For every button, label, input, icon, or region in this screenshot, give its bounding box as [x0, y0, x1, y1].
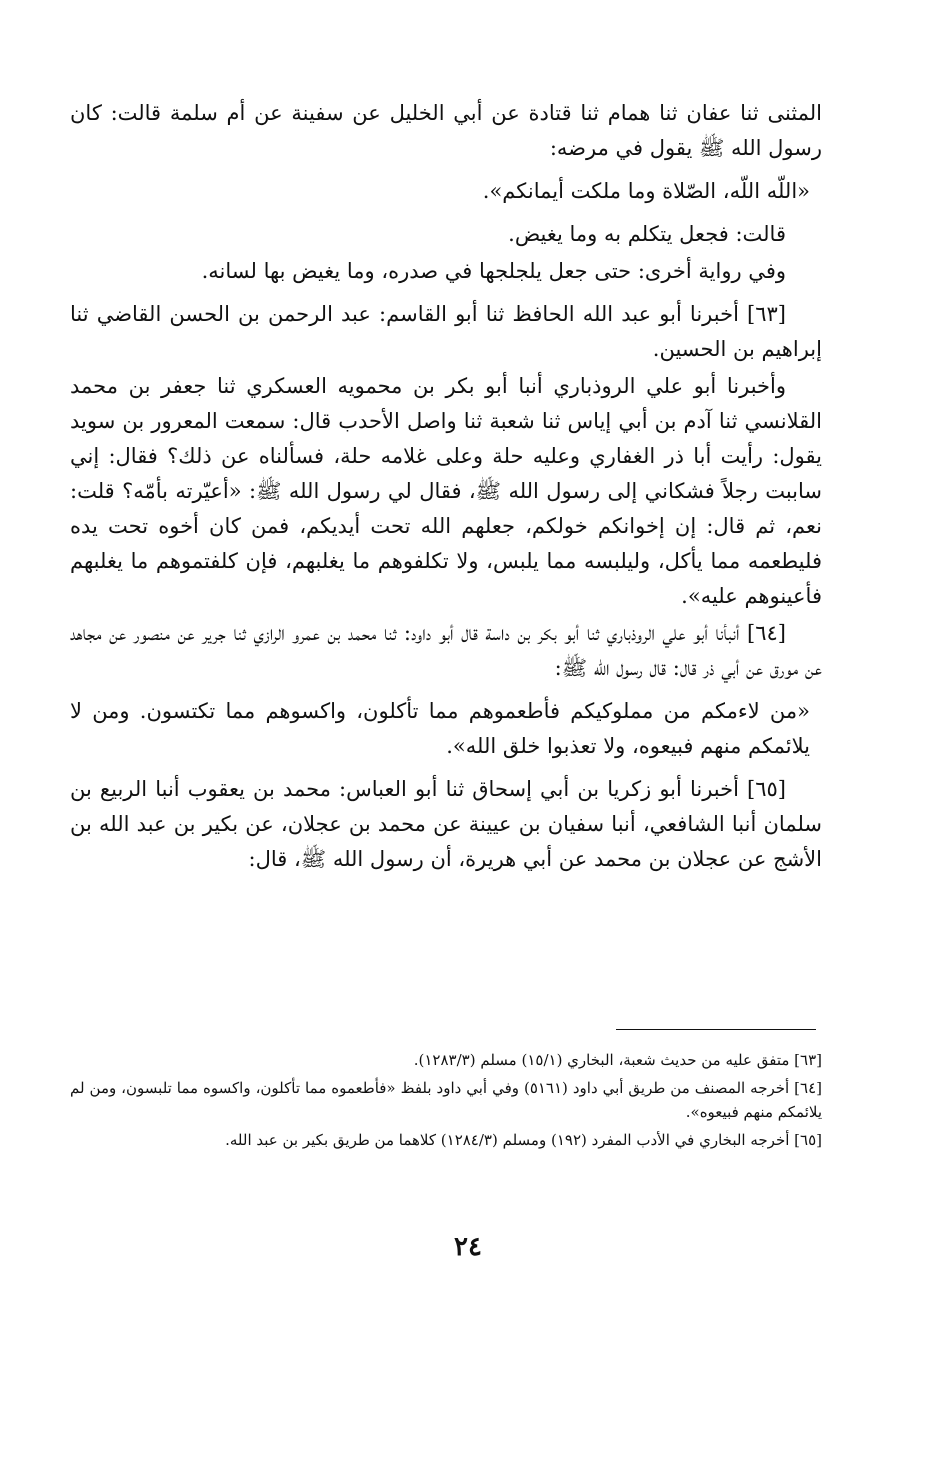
footnote-64: [٦٤] أخرجه المصنف من طريق أبي داود (٥١٦١) وفي أبي داود بلفظ «فأطعموه مما تأكلون، واكسوه مما تلبسون، ومن لم يلائمكم منهم فبيعوه». — [70, 1079, 822, 1121]
hadith-entry-65: [٦٥] أخبرنا أبو زكريا بن أبي إسحاق ثنا أبو العباس: محمد بن يعقوب أنبا الربيع بن سلمان أنبا الشافعي، أنبا سفيان بن عيينة عن محمد بن عجلان، عن بكير بن عبد الله بن الأشج عن عجلان بن محمد عن أبي هريرة، أن رسول الله ﷺ، قال: — [70, 777, 822, 871]
footnotes — [70, 1048, 822, 1156]
paragraph: المثنى ثنا عفان ثنا همام ثنا قتادة عن أبي الخليل عن سفينة عن أم سلمة قالت: كان رسول الله ﷺ يقول في مرضه: — [70, 101, 822, 160]
footnote-divider — [616, 1029, 816, 1030]
paragraph: وأخبرنا أبو علي الروذباري أنبا أبو بكر بن محمويه العسكري ثنا جعفر بن محمد القلانسي ثنا آدم بن أبي إياس ثنا شعبة ثنا واصل الأحدب قال: سمعت المعرور بن سويد يقول: رأيت أبا ذر الغفاري وعليه حلة وعلى غلامه حلة، فسألناه عن ذلك؟ فقال: إني ساببت رجلاً فشكاني إلى رسول الله ﷺ، فقال لي رسول الله ﷺ: «أعيّرته بأمّه؟ قلت: نعم، ثم قال: إن إخوانكم خولكم، جعلهم الله تحت أيديكم، فمن كان أخوه تحت يده فليطعمه مما يأكل، وليلبسه مما يلبس، ولا تكلفوهم ما يغلبهم، فإن كلفتموهم ما يغلبهم فأعينوهم عليه». — [70, 374, 822, 608]
page-number: ٢٤ — [454, 1232, 482, 1262]
hadith-entry-64: [٦٤] أنبأنا أبو علي الروذباري ثنا أبو بكر بن داسة قال أبو داود: ثنا محمد بن عمرو الرازي ثنا جرير عن منصور عن مجاهد عن مورق عن أبي ذر قال: قال رسول الله ﷺ: — [70, 621, 822, 680]
paragraph: قالت: فجعل يتكلم به وما يغيض. — [508, 222, 786, 246]
paragraph: وفي رواية أخرى: حتى جعل يلجلجها في صدره، وما يغيض بها لسانه. — [201, 259, 786, 283]
hadith-quote: «اللّه اللّه، الصّلاة وما ملكت أيمانكم». — [482, 179, 810, 203]
hadith-entry-63: [٦٣] أخبرنا أبو عبد الله الحافظ ثنا أبو القاسم: عبد الرحمن بن الحسن القاضي ثنا إبراهيم بن الحسين. — [70, 302, 822, 361]
footnote-63: [٦٣] متفق عليه من حديث شعبة، البخاري (١٥/١) مسلم (١٢٨٣/٣). — [413, 1051, 822, 1069]
main-text — [70, 96, 822, 879]
footnote-65: [٦٥] أخرجه البخاري في الأدب المفرد (١٩٢) ومسلم (١٢٨٤/٣) كلاهما من طريق بكير بن عبد الله. — [225, 1131, 822, 1149]
hadith-quote: «من لاءمكم من مملوكيكم فأطعموهم مما تأكلون، واكسوهم مما تكتسون. ومن لا يلائمكم منهم فبيعوه، ولا تعذبوا خلق الله». — [70, 699, 810, 758]
